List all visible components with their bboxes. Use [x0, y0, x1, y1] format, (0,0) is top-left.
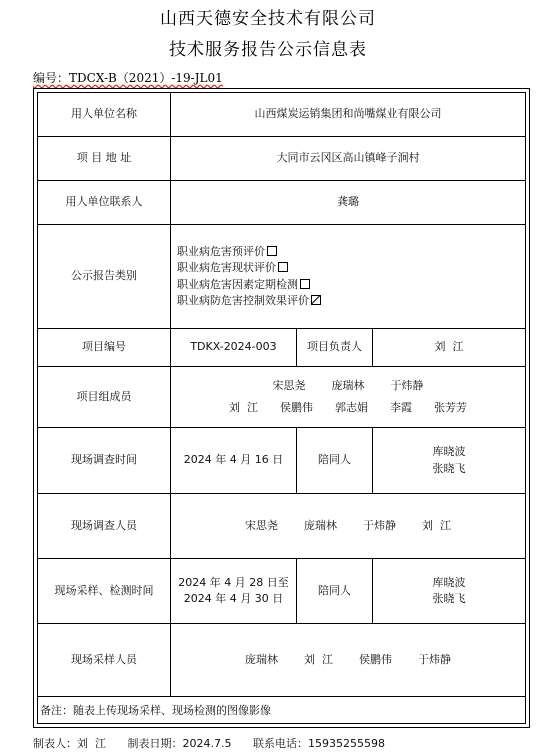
row-samplers [38, 624, 525, 697]
employer-label: 用人单位名称 [71, 107, 137, 121]
serial-number [33, 69, 223, 86]
document-title: 山西天德安全技术有限公司 [160, 9, 376, 29]
member-name: 张芳芳 [434, 401, 467, 414]
sampling-time-label: 现场采样、检测时间 [54, 583, 154, 597]
report-type-options [170, 225, 525, 328]
address-label: 项 目 地 址 [76, 151, 132, 165]
member-name: 庞瑞林 [331, 378, 365, 392]
survey-time-value: 2024 年 4 月 16 日 [170, 428, 296, 493]
row-survey-time [38, 428, 525, 494]
project-no-label: 项目编号 [82, 340, 126, 354]
row-employer [38, 93, 525, 137]
sampling-time-start: 2024 年 4 月 28 日至 [178, 575, 289, 589]
member-name: 于炜静 [390, 378, 424, 392]
surveyor-name: 庞瑞林 [304, 518, 337, 532]
surveyors-list [245, 518, 451, 535]
report-type-option-label: 职业病危害因素定期检测 [177, 277, 298, 291]
checkbox-checked [311, 295, 321, 305]
report-type-option-label: 职业病危害现状评价 [177, 261, 276, 274]
sampling-accompany-label: 陪同人 [296, 559, 372, 623]
member-name: 刘 江 [229, 401, 258, 414]
sampling-time-value [170, 559, 296, 623]
row-address [38, 137, 525, 181]
members-line-1 [273, 378, 424, 395]
row-surveyors [38, 494, 525, 559]
member-name: 宋思尧 [272, 378, 306, 392]
accompany-name: 库晓波 [432, 575, 466, 589]
sampler-name: 庞瑞林 [245, 652, 278, 666]
checkbox [267, 246, 277, 256]
members-value [170, 367, 525, 427]
report-type-option-label: 职业病防危害控制效果评价 [177, 294, 309, 307]
report-type-option [177, 244, 277, 261]
survey-accompany-value [372, 428, 525, 493]
footer-phone: 联系电话：15935255598 [252, 737, 385, 750]
accompany-name: 张晓飞 [432, 461, 466, 475]
sampling-accompany-value [372, 559, 525, 623]
sampler-name: 刘 江 [304, 652, 333, 666]
note-text: 备注：随表上传现场采样、现场检测的图像影像 [40, 703, 271, 717]
sampling-time-end: 2024 年 4 月 30 日 [183, 592, 284, 605]
survey-time-label: 现场调查时间 [71, 453, 137, 467]
accompany-name: 张晓飞 [432, 592, 466, 605]
document-subtitle: 技术服务报告公示信息表 [169, 40, 367, 60]
row-note [38, 697, 525, 725]
surveyors-label: 现场调查人员 [71, 518, 137, 532]
serial-value: TDCX-B（2021）-19-JL01 [69, 71, 223, 85]
leader-value: 刘 江 [372, 329, 525, 366]
row-sampling-time [38, 559, 525, 624]
accompany-name: 库晓波 [432, 445, 466, 458]
members-line-2 [229, 400, 467, 417]
surveyor-name: 于炜静 [363, 518, 396, 532]
report-type-option [177, 260, 288, 277]
report-type-option-label: 职业病危害预评价 [177, 244, 265, 258]
employer-value: 山西煤炭运销集团和尚嘴煤业有限公司 [170, 93, 525, 136]
checkbox [278, 262, 288, 272]
members-label: 项目组成员 [76, 389, 132, 403]
row-members [38, 367, 525, 428]
member-name: 侯鹏伟 [280, 401, 313, 414]
survey-accompany-label: 陪同人 [296, 428, 372, 493]
samplers-list [245, 652, 451, 669]
sampler-name: 于炜静 [418, 652, 451, 666]
serial-label: 编号： [33, 71, 70, 85]
sampler-name: 侯鹏伟 [359, 652, 392, 666]
samplers-label: 现场采样人员 [71, 652, 137, 666]
checkbox [300, 279, 310, 289]
project-no-value: TDKX-2024-003 [170, 329, 296, 366]
leader-label: 项目负责人 [296, 329, 372, 366]
row-project-no [38, 329, 525, 367]
footer-preparer: 制表人：刘 江 [33, 737, 106, 750]
footer [33, 735, 403, 751]
row-contact [38, 181, 525, 225]
contact-label: 用人单位联系人 [65, 195, 143, 209]
info-table-inner [37, 92, 526, 724]
contact-value: 龚璐 [170, 181, 525, 224]
surveyors-value [170, 494, 525, 558]
member-name: 李霞 [390, 401, 412, 414]
samplers-value [170, 624, 525, 696]
surveyor-name: 刘 江 [422, 518, 451, 532]
info-table [33, 88, 530, 728]
footer-date: 制表日期：2024.7.5 [127, 737, 232, 750]
report-type-label: 公示报告类别 [71, 269, 137, 283]
surveyor-name: 宋思尧 [245, 518, 278, 532]
row-report-type [38, 225, 525, 329]
member-name: 郭志娟 [335, 401, 368, 414]
address-value: 大同市云冈区高山镇峰子涧村 [170, 137, 525, 180]
report-type-option [177, 293, 321, 310]
report-type-option [177, 277, 310, 294]
